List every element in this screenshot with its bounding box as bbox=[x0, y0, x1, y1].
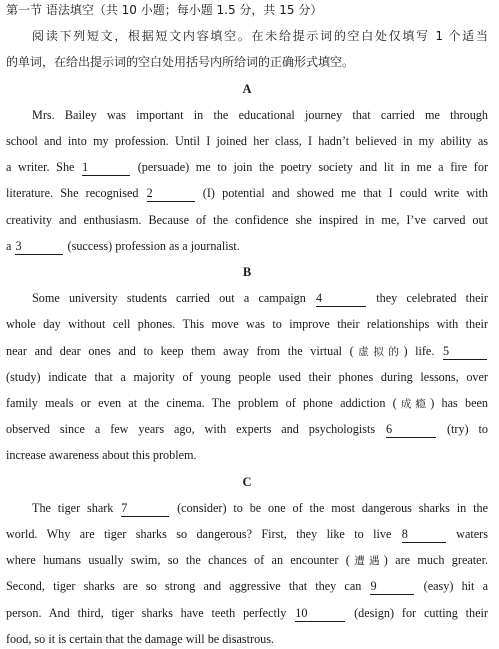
passage-text: (persuade) me to join the poetry society and lit in me a fire for bbox=[131, 160, 488, 175]
passage-text: ) are much greater. bbox=[383, 553, 489, 568]
passage-text: world. Why are tiger sharks so dangerous? First, they like to live bbox=[6, 527, 401, 541]
passage-text: person. And third, tiger sharks have teeth perfectly bbox=[6, 605, 295, 620]
passage-text: (I) potential and showed me that I could write with bbox=[195, 186, 488, 201]
passage-text: (success) profession as a journalist. bbox=[64, 238, 240, 253]
passage-line bbox=[6, 367, 488, 387]
section-title: 第一节 语法填空（共 10 小题；每小题 1.5 分，共 15 分） bbox=[6, 3, 323, 17]
chinese-gloss: 遭遇 bbox=[349, 555, 384, 568]
passage-line bbox=[6, 341, 488, 361]
answer-blank-7[interactable]: 7 bbox=[121, 501, 169, 517]
answer-blank-4[interactable]: 4 bbox=[316, 291, 366, 307]
passage-text: near and dear ones and to keep them away from the virtual ( bbox=[6, 343, 354, 358]
answer-blank-10[interactable]: 10 bbox=[295, 606, 345, 622]
passage-line bbox=[6, 236, 488, 256]
passage-text: Some university students carried out a campaign bbox=[32, 291, 316, 306]
passage-text: The tiger shark bbox=[32, 500, 121, 515]
instruction-line: 阅读下列短文，根据短文内容填空。在未给提示词的空白处仅填写 1 个适当 bbox=[32, 29, 488, 44]
passage-text: ) life. bbox=[403, 343, 442, 358]
passage-line bbox=[6, 419, 488, 439]
answer-blank-8[interactable]: 8 bbox=[402, 527, 446, 543]
passage-text: increase awareness about this problem. bbox=[6, 448, 197, 463]
passage-label: A bbox=[242, 81, 252, 96]
passage-text: they celebrated their bbox=[367, 291, 488, 306]
passage-text: (design) for cutting their bbox=[346, 605, 488, 620]
passage-text: Second, tiger sharks are so strong and aggressive that they can bbox=[6, 579, 370, 594]
answer-blank-5[interactable]: 5 bbox=[443, 344, 487, 360]
passage-line bbox=[6, 524, 488, 544]
passage-line bbox=[6, 314, 488, 334]
passage-line bbox=[6, 288, 488, 308]
passage-label: C bbox=[242, 474, 252, 489]
passage-text: observed since a few years ago, with experts and psychologists bbox=[6, 422, 386, 437]
passage-line bbox=[6, 210, 488, 230]
passage-line bbox=[6, 445, 488, 465]
passage-line bbox=[6, 183, 488, 203]
passage-line bbox=[6, 131, 488, 151]
passage-text: school and into my profession. Until I joined her class, I hadn’t believed in my ability as bbox=[6, 134, 488, 148]
passage-text: waters bbox=[446, 527, 488, 541]
passage-text: Mrs. Bailey was important in the educational journey that carried me through bbox=[32, 107, 488, 122]
passage-text: (consider) to be one of the most dangerous sharks in the bbox=[170, 500, 488, 515]
passage-text: food, so it is certain that the damage will be disastrous. bbox=[6, 631, 275, 646]
passage-line bbox=[6, 105, 488, 125]
passage-text: a writer. She bbox=[6, 160, 82, 175]
answer-blank-9[interactable]: 9 bbox=[370, 579, 414, 595]
answer-blank-3[interactable]: 3 bbox=[15, 239, 63, 255]
chinese-gloss: 虚拟的 bbox=[353, 345, 404, 358]
passage-line bbox=[6, 393, 488, 413]
passage-text: a bbox=[6, 238, 15, 253]
passage-line bbox=[6, 576, 488, 596]
passage-text: family meals or even at the cinema. The problem of phone addiction ( bbox=[6, 396, 397, 410]
passage-line bbox=[6, 498, 488, 518]
passage-text: where humans usually swim, so the chances of an encounter ( bbox=[6, 553, 350, 568]
passage-text: (study) indicate that a majority of young people used their phones during lessons, over bbox=[6, 369, 488, 384]
instruction-line: 的单词，在给出提示词的空白处用括号内所给词的正确形式填空。 bbox=[6, 55, 355, 70]
passage-text: literature. She recognised bbox=[6, 186, 146, 201]
answer-blank-1[interactable]: 1 bbox=[82, 160, 130, 176]
answer-blank-2[interactable]: 2 bbox=[147, 186, 195, 202]
passage-line bbox=[6, 157, 488, 177]
passage-text: creativity and enthusiasm. Because of the confidence she inspired in me, I’ve carved out bbox=[6, 212, 488, 227]
passage-text: (try) to bbox=[437, 422, 488, 437]
passage-label: B bbox=[242, 265, 252, 279]
passage-text: (easy) hit a bbox=[415, 579, 488, 594]
answer-blank-6[interactable]: 6 bbox=[386, 422, 436, 438]
passage-text: whole day without cell phones. This move was to improve their relationships with their bbox=[6, 317, 488, 332]
chinese-gloss: 成瘾 bbox=[396, 398, 431, 410]
passage-line bbox=[6, 603, 488, 623]
passage-line bbox=[6, 550, 488, 570]
passage-text: ) has been bbox=[430, 396, 489, 410]
